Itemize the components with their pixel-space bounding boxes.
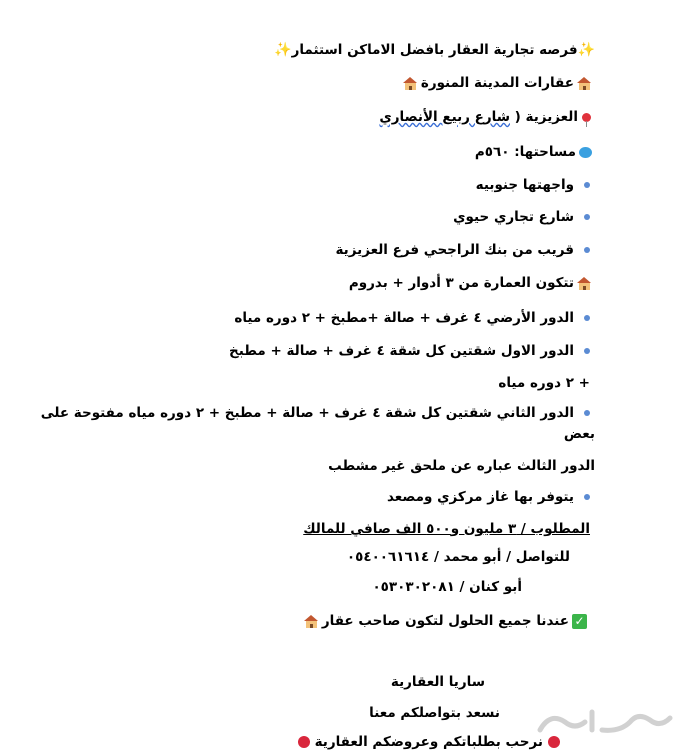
house-icon xyxy=(403,77,418,90)
list-item-continuation: + ٢ دوره مياه xyxy=(498,375,590,391)
city-text: عقارات المدينة المنورة xyxy=(420,75,574,91)
headline-text: فرصه تجارية العقار بافضل الاماكن استثمار xyxy=(291,42,578,58)
bullet-icon xyxy=(584,410,590,416)
house-icon xyxy=(577,277,592,290)
closing-text: نرحب بطلباتكم وعروضكم العقارية xyxy=(314,734,543,750)
bullet-icon xyxy=(584,494,590,500)
bullet-icon xyxy=(584,247,590,253)
building-text: تتكون العمارة من ٣ أدوار + بدروم xyxy=(348,275,574,291)
list-item-text: قريب من بنك الراجحي فرع العزيزية xyxy=(335,242,574,258)
closing-line xyxy=(293,732,565,752)
list-item-text: الدور الأرضي ٤ غرف + صالة +مطبخ + ٢ دوره مياه xyxy=(234,310,574,326)
bullet-icon xyxy=(584,214,590,220)
sparkles-icon: ✨ xyxy=(274,42,292,58)
check-mark-button-icon: ✓ xyxy=(572,614,587,629)
red-circle-icon xyxy=(298,736,310,748)
sparkles-icon: ✨ xyxy=(577,42,595,58)
bullet-icon xyxy=(584,348,590,354)
slogan-text: عندنا جميع الحلول لتكون صاحب عقار xyxy=(321,613,569,629)
list-item-text: الدور الثاني شقتين كل شقة ٤ غرف + صالة + مطبخ + ٢ دوره مياه مفتوحة على xyxy=(40,405,574,421)
price-line: المطلوب / ٣ مليون و٥٠٠ الف صافي للمالك xyxy=(303,521,590,537)
list-item xyxy=(453,207,590,227)
company-name: ساريا العقارية xyxy=(390,674,485,690)
bullet-icon xyxy=(584,182,590,188)
speech-bubble-icon xyxy=(579,147,592,158)
list-item xyxy=(336,240,591,260)
list-item-continuation: بعض xyxy=(563,426,595,442)
house-icon xyxy=(304,615,319,628)
round-pushpin-icon xyxy=(582,113,591,122)
headline-line xyxy=(274,40,595,60)
contact-line-2: أبو كنان / ٠٥٣٠٣٠٢٠٨١ xyxy=(372,579,522,595)
watermark-logo xyxy=(530,700,680,744)
list-item-text: واجهتها جنوبيه xyxy=(475,177,574,193)
list-item-text: الدور الاول شقتين كل شقة ٤ غرف + صالة + مطبخ xyxy=(229,343,574,359)
area-text: مساحتها: ٥٦٠م xyxy=(474,144,576,160)
list-item-text: يتوفر بها غاز مركزي ومصعد xyxy=(386,489,574,505)
list-item-text: شارع تجاري حيوي xyxy=(453,209,574,225)
list-item xyxy=(234,308,590,328)
location-street: شارع ربيع الأنصاري xyxy=(379,109,510,125)
location-line xyxy=(379,107,595,127)
slogan-line xyxy=(301,611,590,631)
list-item xyxy=(41,403,590,423)
list-item xyxy=(387,487,590,507)
list-item xyxy=(229,341,590,361)
house-icon xyxy=(577,77,592,90)
location-district: العزيزية ( xyxy=(509,109,578,125)
area-line xyxy=(475,142,595,162)
bullet-icon xyxy=(584,315,590,321)
city-line xyxy=(400,73,595,93)
greeting-line: نسعد بتواصلكم معنا xyxy=(369,705,500,721)
list-item xyxy=(476,175,590,195)
building-line xyxy=(349,273,595,293)
third-floor-line: الدور الثالث عباره عن ملحق غير مشطب xyxy=(328,458,595,474)
contact-line: للتواصل / أبو محمد / ٠٥٤٠٠٦١٦١٤ xyxy=(346,549,570,565)
